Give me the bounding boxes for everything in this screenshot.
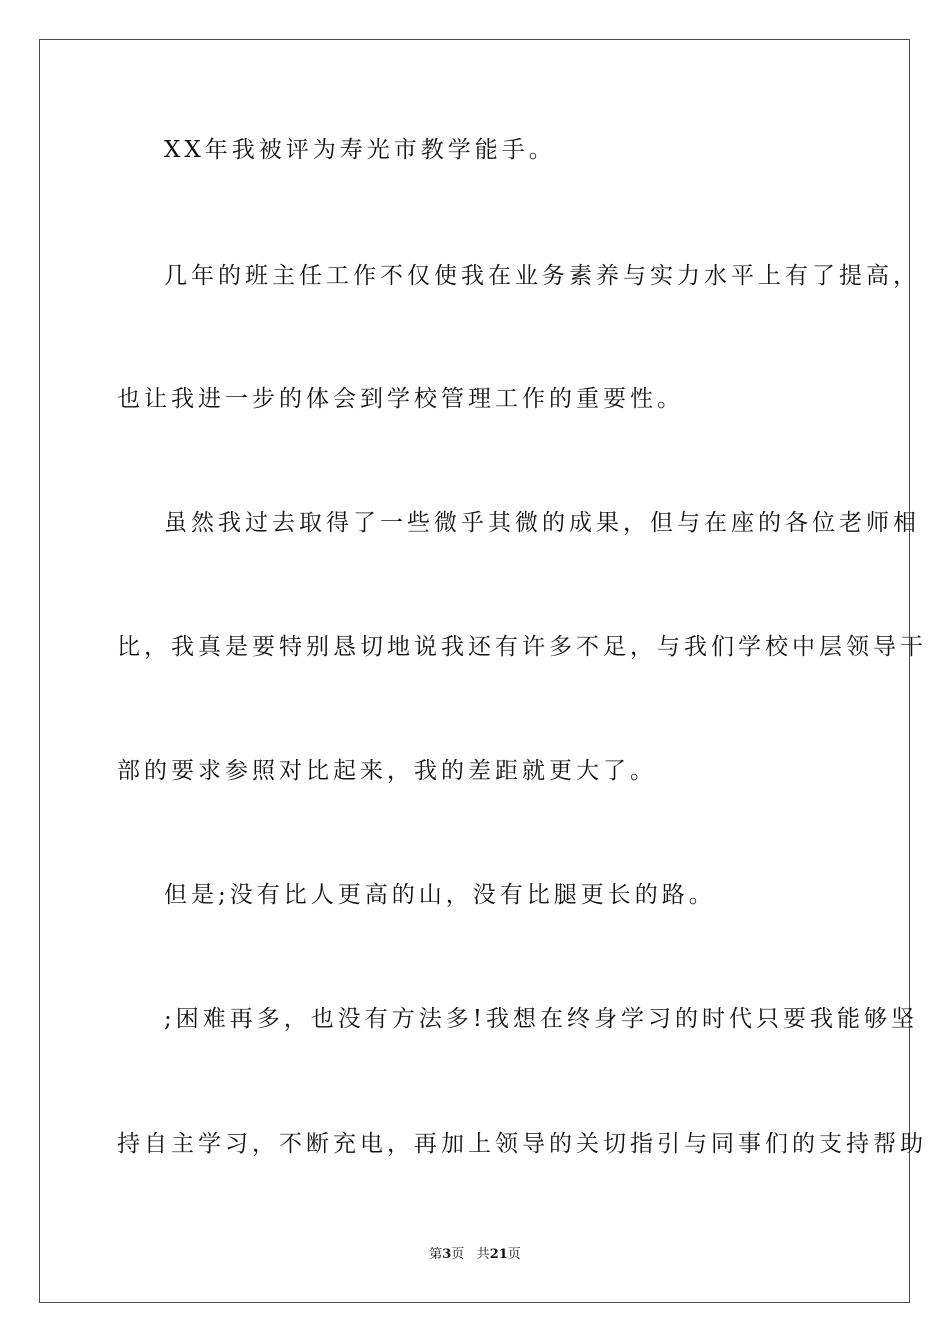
total-prefix: 共 [476, 1247, 490, 1262]
paragraph-line: 虽然我过去取得了一些微乎其微的成果，但与在座的各位老师相 [164, 510, 920, 536]
paragraph-line: 部的要求参照对比起来，我的差距就更大了。 [117, 758, 657, 784]
paragraph-line: 比，我真是要特别恳切地说我还有许多不足，与我们学校中层领导干 [117, 634, 927, 660]
paragraph-line: ;困难再多，也没有方法多!我想在终身学习的时代只要我能够坚 [164, 1006, 918, 1032]
paragraph-line: 持自主学习，不断充电，再加上领导的关切指引与同事们的支持帮助 [117, 1131, 927, 1157]
paragraph-line: XX年我被评为寿光市教学能手。 [164, 137, 556, 163]
page-footer [0, 1246, 950, 1264]
paragraph-line: 也让我进一步的体会到学校管理工作的重要性。 [117, 386, 684, 412]
page-border [39, 39, 927, 1303]
page-suffix: 页 [451, 1247, 465, 1262]
total-pages: 21 [489, 1247, 508, 1262]
total-suffix: 页 [507, 1247, 521, 1262]
paragraph-line: 几年的班主任工作不仅使我在业务素养与实力水平上有了提高， [164, 263, 920, 289]
page-number: 3 [442, 1247, 452, 1262]
page-prefix: 第 [429, 1247, 443, 1262]
paragraph-line: 但是;没有比人更高的山，没有比腿更长的路。 [164, 882, 716, 908]
